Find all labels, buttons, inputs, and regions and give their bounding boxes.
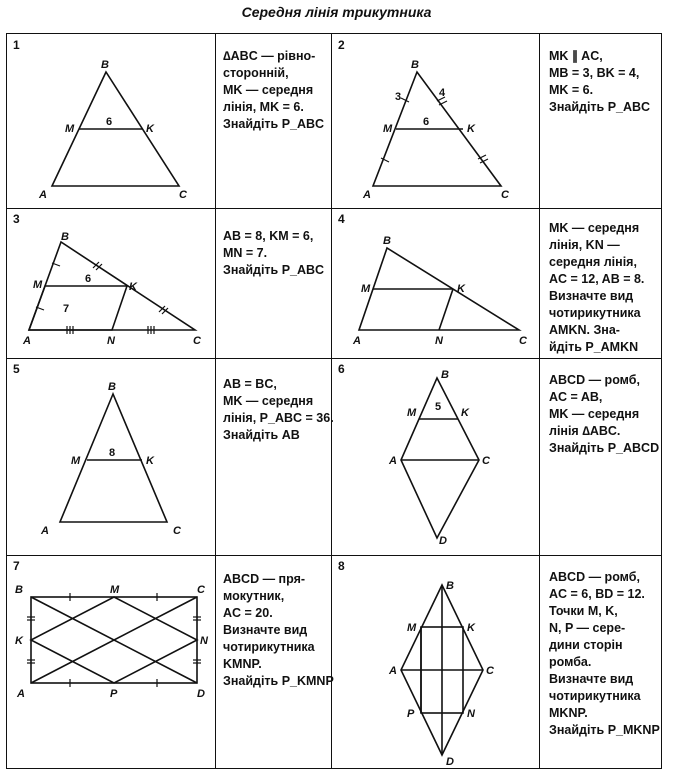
- label-c: C: [519, 335, 527, 347]
- label-d: D: [439, 535, 447, 547]
- label-a: A: [389, 665, 397, 677]
- label-c: C: [197, 584, 205, 596]
- problem-grid: [6, 33, 662, 769]
- label-m: M: [361, 283, 371, 295]
- label-p: P: [110, 688, 118, 700]
- label-b: B: [61, 231, 69, 243]
- problem-5-text: AB = BC, MK — середня лінія, P_ABC = 36. Знайдіть AB: [223, 377, 334, 442]
- segment-mk-value: 5: [435, 401, 442, 413]
- label-a: A: [363, 189, 371, 201]
- segment-mk-value: 8: [109, 447, 116, 459]
- problem-3-text: AB = 8, KM = 6, MN = 7. Знайдіть P_ABC: [223, 229, 325, 277]
- problem-4-text: MK — середня лінія, KN — середня лінія, AC = 12, AB = 8. Визначте вид чотирикутника AMKN. Зна- йдіть P_AMKN: [549, 221, 645, 354]
- segment-bk-value: 4: [439, 87, 446, 99]
- label-m: M: [383, 123, 393, 135]
- label-n: N: [200, 635, 208, 647]
- label-b: B: [411, 59, 419, 71]
- label-m: M: [110, 584, 120, 596]
- label-c: C: [173, 525, 181, 537]
- label-k: K: [457, 283, 465, 295]
- problem-4-number: 4: [338, 212, 345, 226]
- label-a: A: [389, 455, 397, 467]
- problem-1-text: ∆ABC — рівно- сторонній, MK — середня лінія, MK = 6. Знайдіть P_ABC: [223, 49, 325, 131]
- label-c: C: [193, 335, 201, 347]
- problem-8-figure: [331, 555, 539, 770]
- label-a: A: [39, 189, 47, 201]
- problem-3-number: 3: [13, 212, 20, 226]
- label-c: C: [179, 189, 187, 201]
- problem-6-number: 6: [338, 362, 345, 376]
- problem-5-number: 5: [13, 362, 20, 376]
- label-a: A: [23, 335, 31, 347]
- label-k: K: [129, 281, 137, 293]
- label-c: C: [486, 665, 494, 677]
- label-m: M: [407, 622, 417, 634]
- problem-4-figure: [331, 208, 539, 358]
- label-m: M: [71, 455, 81, 467]
- problem-7-figure: [7, 555, 215, 770]
- label-a: A: [353, 335, 361, 347]
- label-b: B: [108, 381, 116, 393]
- label-b: B: [101, 59, 109, 71]
- problem-5-figure: [7, 358, 215, 555]
- label-b: B: [441, 369, 449, 381]
- page-title: Середня лінія трикутника: [241, 4, 432, 20]
- label-c: C: [501, 189, 509, 201]
- label-m: M: [33, 279, 43, 291]
- problem-6-text: ABCD — ромб, AC = AB, MK — середня лінія ∆ABC. Знайдіть P_ABCD: [549, 373, 660, 455]
- problem-3-figure: [7, 208, 215, 358]
- label-b: B: [446, 580, 454, 592]
- label-a: A: [41, 525, 49, 537]
- grid-line: [539, 34, 540, 768]
- label-k: K: [461, 407, 469, 419]
- label-k: K: [15, 635, 23, 647]
- segment-mb-value: 3: [395, 91, 402, 103]
- segment-km-value: 6: [85, 273, 92, 285]
- segment-mk-value: 6: [106, 116, 113, 128]
- label-m: M: [65, 123, 75, 135]
- problem-6-figure: [331, 358, 539, 555]
- problem-8-number: 8: [338, 559, 345, 573]
- label-n: N: [467, 708, 475, 720]
- problem-7-text: ABCD — пря- мокутник, AC = 20. Визначте вид чотирикутника KMNP. Знайдіть P_KMNP: [223, 572, 334, 688]
- problem-7-number: 7: [13, 559, 20, 573]
- problem-1-number: 1: [13, 38, 20, 52]
- problem-2-figure: [331, 34, 539, 208]
- segment-mk-value: 6: [423, 116, 430, 128]
- label-c: C: [482, 455, 490, 467]
- label-n: N: [107, 335, 115, 347]
- label-n: N: [435, 335, 443, 347]
- label-k: K: [467, 622, 475, 634]
- grid-line: [215, 34, 216, 768]
- problem-1-figure: [7, 34, 215, 208]
- label-k: K: [146, 123, 154, 135]
- problem-2-number: 2: [338, 38, 345, 52]
- label-d: D: [446, 756, 454, 768]
- label-p: P: [407, 708, 415, 720]
- segment-mn-value: 7: [63, 303, 70, 315]
- label-b: B: [15, 584, 23, 596]
- label-a: A: [17, 688, 25, 700]
- label-d: D: [197, 688, 205, 700]
- label-m: M: [407, 407, 417, 419]
- label-k: K: [146, 455, 154, 467]
- label-b: B: [383, 235, 391, 247]
- problem-8-text: ABCD — ромб, AC = 6, BD = 12. Точки M, K, N, P — сере- дини сторін ромба. Визначте вид чотирикутника MKNP. Знайдіть P_MKNP: [549, 570, 660, 737]
- problem-2-text: MK ∥ AC, MB = 3, BK = 4, MK = 6. Знайдіть P_ABC: [549, 49, 651, 114]
- label-k: K: [467, 123, 475, 135]
